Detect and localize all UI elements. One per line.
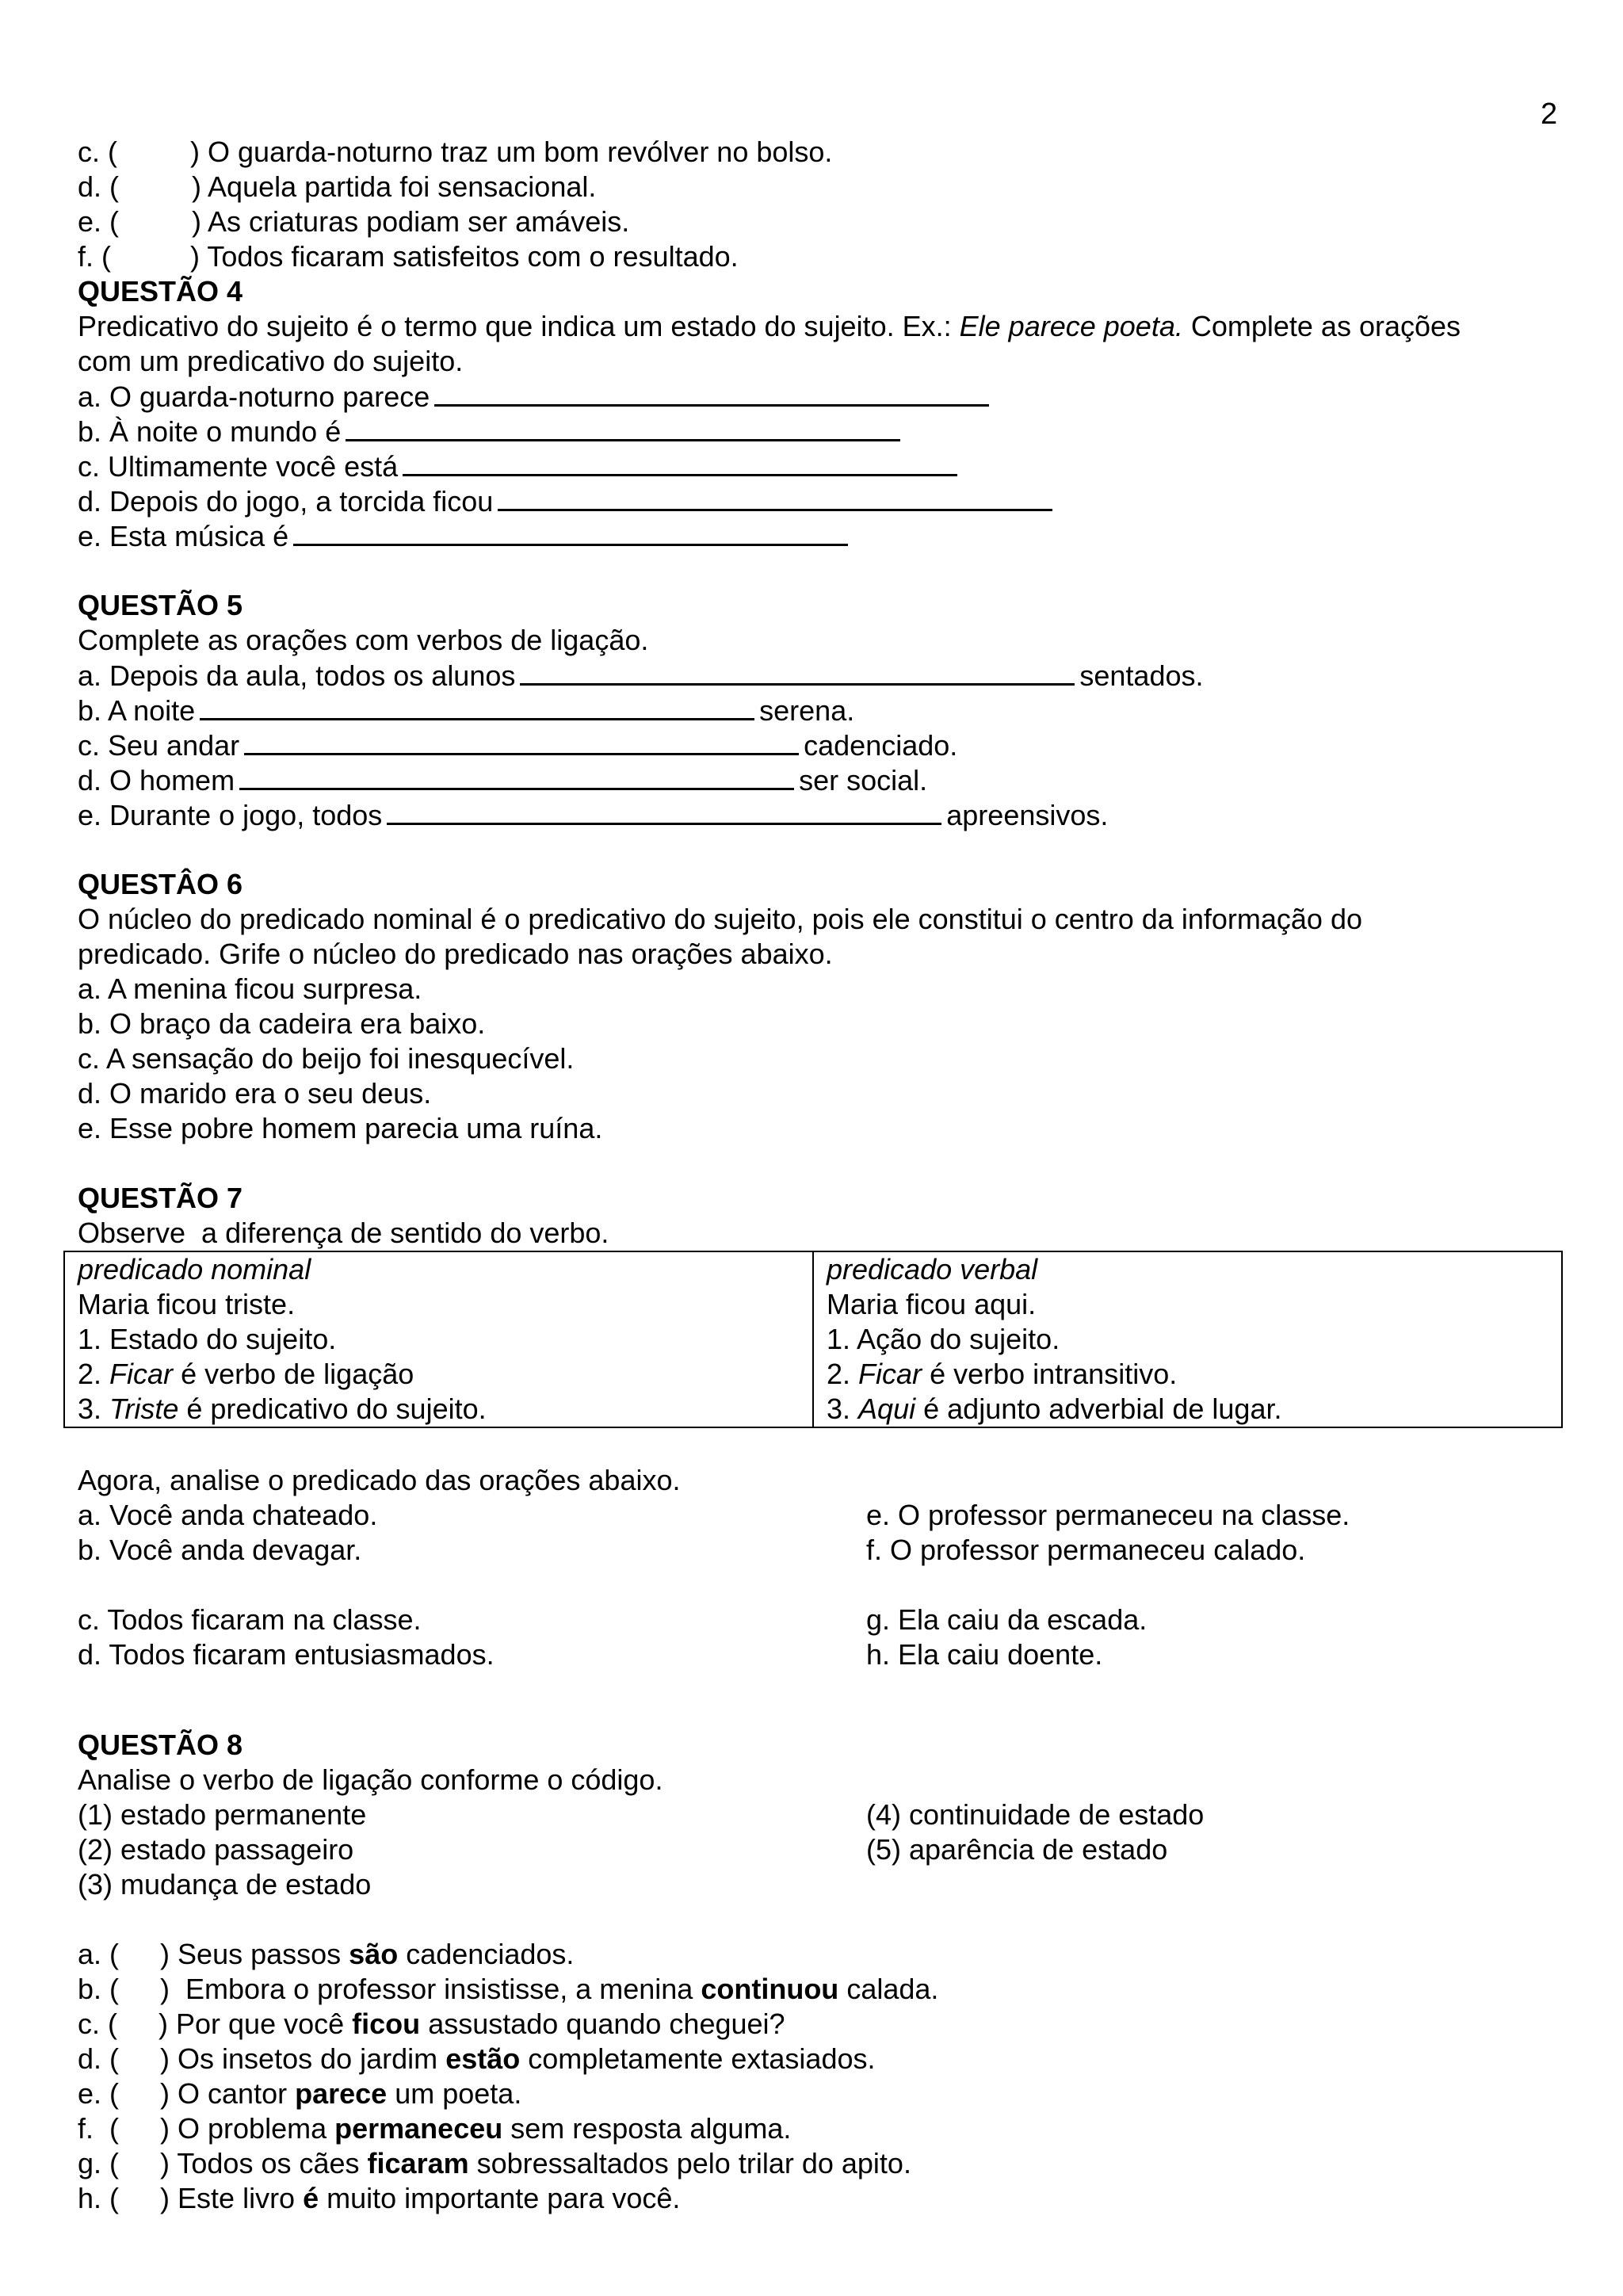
q4-item: e. Esta música é [78,518,1568,553]
q8-item: e. ( ) O cantor parece um poeta. [78,2077,522,2110]
table-cell-verbal [813,1251,1562,1427]
q4-intro-cont: com um predicativo do sujeito. [78,345,464,377]
q7-group-2 [78,1603,1568,1672]
q8-codes [78,1797,1568,1902]
q6-item: b. O braço da cadeira era baixo. [78,1007,486,1040]
q6-item: e. Esse pobre homem parecia uma ruína. [78,1112,603,1144]
table-example: Maria ficou triste. [78,1288,296,1320]
q5-item: e. Durante o jogo, todos apreensivos. [78,799,1109,831]
q5-item: a. Depois da aula, todos os alunos sentados. [78,659,1204,692]
table-point: 3. Aqui é adjunto adverbial de lugar. [827,1392,1282,1425]
answer-blank[interactable] [498,483,1052,511]
table-point: 3. Triste é predicativo do sujeito. [78,1392,487,1425]
question-6 [78,867,1568,1146]
q5-title: QUESTÃO 5 [78,589,243,621]
answer-blank[interactable] [434,379,989,407]
table-point: 1. Estado do sujeito. [78,1323,337,1355]
q7-item: g. Ela caiu da escada. [866,1603,1148,1636]
q7-item: e. O professor permaneceu na classe. [866,1499,1350,1531]
question-8 [78,1728,1568,2216]
q8-item: g. ( ) Todos os cães ficaram sobressaltados pelo trilar do apito. [78,2147,911,2179]
question-7 [78,1181,1568,1672]
q4-item: a. O guarda-noturno parece [78,379,1568,414]
answer-blank[interactable] [346,414,900,441]
q8-item: h. ( ) Este livro é muito importante para você. [78,2182,681,2214]
q8-item: b. ( ) Embora o professor insistisse, a menina continuou calada. [78,1973,939,2005]
q4-title: QUESTÃO 4 [78,275,243,308]
q6-title: QUESTÂO 6 [78,868,243,900]
table-point: 2. Ficar é verbo de ligação [78,1358,414,1390]
q7-title: QUESTÃO 7 [78,1182,243,1214]
q3-item: e. ( ) As criaturas podiam ser amáveis. [78,205,630,238]
q6-item: a. A menina ficou surpresa. [78,972,422,1005]
q8-item: f. ( ) O problema permaneceu sem resposta alguma. [78,2112,792,2145]
q3-item: d. ( ) Aquela partida foi sensacional. [78,170,597,203]
q7-group-1 [78,1498,1568,1568]
answer-blank[interactable] [200,693,754,720]
q6-item: d. O marido era o seu deus. [78,1077,432,1110]
q7-item: a. Você anda chateado. [78,1499,378,1531]
q5-item: c. Seu andar cadenciado. [78,729,958,762]
answer-blank[interactable] [239,762,794,790]
q6-item: c. A sensação do beijo foi inesquecível. [78,1042,575,1075]
answer-blank[interactable] [293,518,848,546]
comparison-table [63,1251,1563,1428]
q4-item: b. À noite o mundo é [78,414,1568,449]
table-point: 1. Ação do sujeito. [827,1323,1060,1355]
answer-blank[interactable] [403,449,957,476]
q8-intro: Analise o verbo de ligação conforme o código. [78,1763,663,1796]
q5-item: d. O homem ser social. [78,764,928,797]
q8-item: c. ( ) Por que você ficou assustado quando cheguei? [78,2008,785,2040]
q6-intro: O núcleo do predicado nominal é o predicativo do sujeito, pois ele constitui o centro da informação do [78,903,1362,935]
q8-code: (5) aparência de estado [866,1833,1168,1866]
q8-code: (1) estado permanente [78,1798,367,1831]
q7-analyze-intro: Agora, analise o predicado das orações abaixo. [78,1464,681,1496]
q7-item: f. O professor permaneceu calado. [866,1534,1306,1566]
q7-item: h. Ela caiu doente. [866,1638,1103,1671]
q6-intro-cont: predicado. Grife o núcleo do predicado nas orações abaixo. [78,938,833,970]
q3-item: c. ( ) O guarda-noturno traz um bom revólver no bolso. [78,136,833,168]
q8-item: a. ( ) Seus passos são cadenciados. [78,1938,575,1970]
question-4 [78,274,1568,553]
q7-item: c. Todos ficaram na classe. [78,1603,422,1636]
q5-item: b. A noite serena. [78,694,855,727]
q4-item: d. Depois do jogo, a torcida ficou [78,483,1568,518]
table-header-verbal: predicado verbal [827,1253,1038,1286]
q7-item: d. Todos ficaram entusiasmados. [78,1638,495,1671]
page-number: 2 [1541,97,1558,131]
answer-blank[interactable] [520,658,1075,686]
question-5 [78,588,1568,832]
q3-items [78,135,1568,274]
answer-blank[interactable] [387,797,941,825]
table-point: 2. Ficar é verbo intransitivo. [827,1358,1178,1390]
q5-intro: Complete as orações com verbos de ligação. [78,624,649,656]
table-header-nominal: predicado nominal [78,1253,311,1286]
worksheet [78,135,1568,2216]
table-cell-nominal [64,1251,813,1427]
table-example: Maria ficou aqui. [827,1288,1037,1320]
q8-code: (4) continuidade de estado [866,1798,1205,1831]
q4-intro: Predicativo do sujeito é o termo que indica um estado do sujeito. Ex.: Ele parece poeta. Complete as orações [78,310,1461,342]
q7-item: b. Você anda devagar. [78,1534,362,1566]
q8-code: (3) mudança de estado [78,1868,372,1901]
answer-blank[interactable] [244,728,799,755]
q8-title: QUESTÃO 8 [78,1729,243,1761]
q3-item: f. ( ) Todos ficaram satisfeitos com o resultado. [78,240,739,273]
q4-item: c. Ultimamente você está [78,449,1568,483]
q7-intro: Observe a diferença de sentido do verbo. [78,1217,609,1249]
q8-item: d. ( ) Os insetos do jardim estão completamente extasiados. [78,2042,876,2075]
q8-code: (2) estado passageiro [78,1833,354,1866]
